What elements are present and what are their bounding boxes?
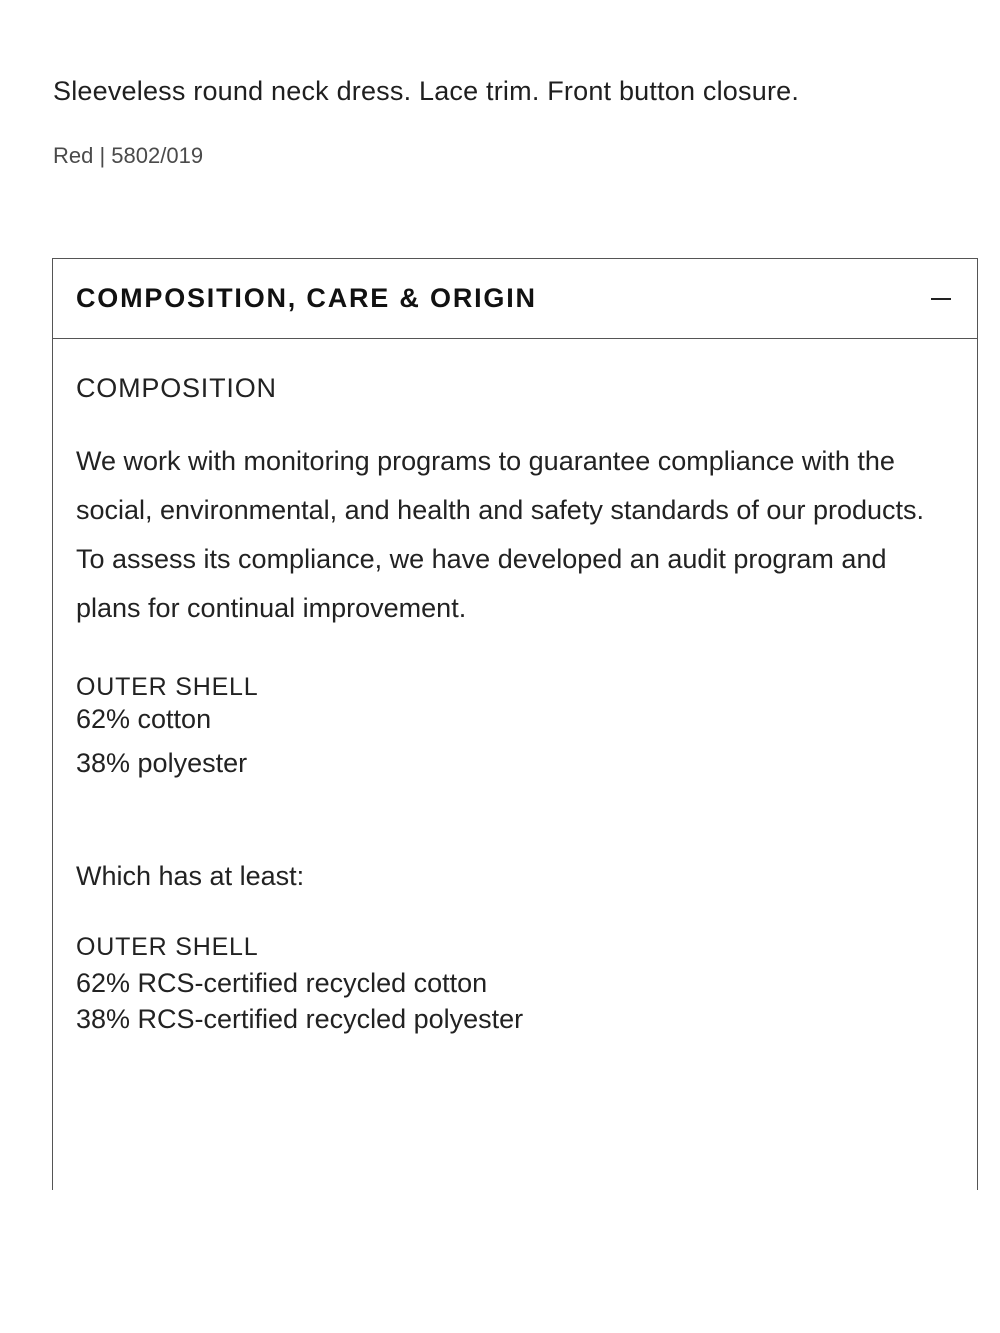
recycled-shell-label: OUTER SHELL <box>76 933 259 961</box>
composition-heading: COMPOSITION <box>76 373 277 403</box>
accordion-body <box>53 373 977 1037</box>
recycled-shell-block <box>76 929 954 1037</box>
compliance-text: We work with monitoring programs to guarantee compliance with the social, environmental, and health and safety standards of our products. To assess its compliance, we have developed an audit program and plans for continual improvement. <box>76 446 925 623</box>
material-item: 62% cotton <box>76 704 212 734</box>
accordion-title: COMPOSITION, CARE & ORIGIN <box>76 283 537 313</box>
product-description: Sleeveless round neck dress. Lace trim. Front button closure. <box>53 76 800 106</box>
composition-accordion <box>52 258 978 1190</box>
minus-icon[interactable] <box>931 298 951 300</box>
accordion-header[interactable] <box>53 259 977 339</box>
outer-shell-label: OUTER SHELL <box>76 673 259 701</box>
at-least-label: Which has at least: <box>76 861 305 891</box>
recycled-material-item: 38% RCS-certified recycled polyester <box>76 1004 524 1034</box>
material-item: 38% polyester <box>76 748 248 778</box>
recycled-material-item: 62% RCS-certified recycled cotton <box>76 968 488 998</box>
product-color-reference: Red | 5802/019 <box>53 143 204 168</box>
outer-shell-block <box>76 673 954 779</box>
